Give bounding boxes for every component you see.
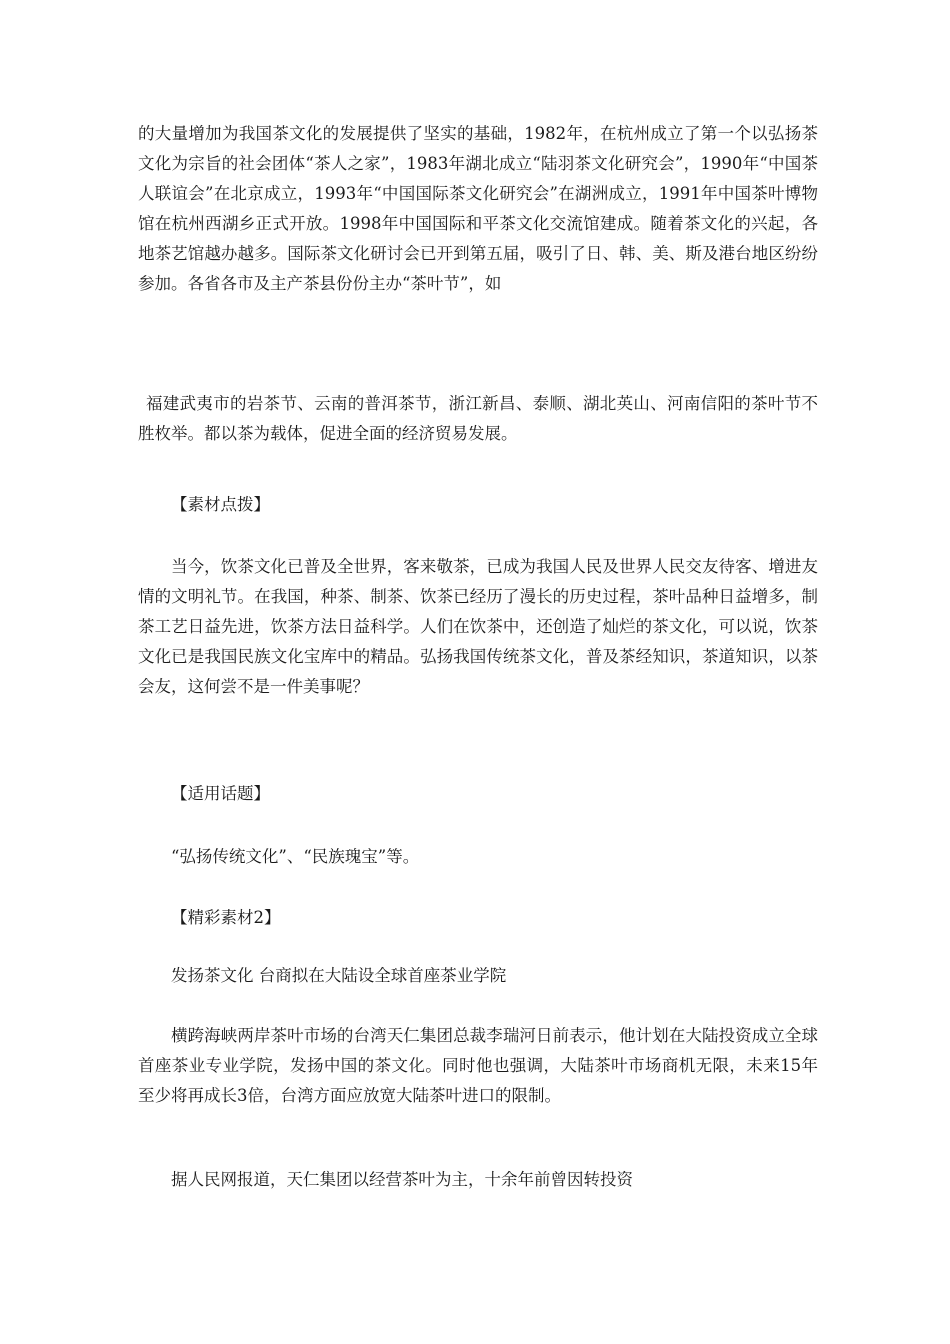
body-line: “弘扬传统文化”、“民族瑰宝”等。 [171,847,420,866]
body-paragraph: 福建武夷市的岩茶节、云南的普洱茶节，浙江新昌、泰顺、湖北英山、河南信阳的茶叶节不胜枚举。都以茶为载体，促进全面的经济贸易发展。 [138,394,818,443]
article-title: 发扬茶文化 台商拟在大陆设全球首座茶业学院 [171,966,507,985]
section-heading: 【素材点拨】 [171,495,270,514]
body-paragraph: 的大量增加为我国茶文化的发展提供了坚实的基础，1982年，在杭州成立了第一个以弘扬茶文化为宗旨的社会团体“茶人之家”，1983年湖北成立“陆羽茶文化研究会”，1990年“中国茶人联谊会”在北京成立，1993年“中国国际茶文化研究会”在湖洲成立，1991年中国茶叶博物馆在杭州西湖乡正式开放。1998年中国国际和平茶文化交流馆建成。随着茶文化的兴起，各地茶艺馆越办越多。国际茶文化研讨会已开到第五届，吸引了日、韩、美、斯及港台地区纷纷参加。各省各市及主产茶县份份主办“茶叶节”，如 [138,124,818,293]
section-heading: 【适用话题】 [171,784,270,803]
body-paragraph: 横跨海峡两岸茶叶市场的台湾天仁集团总裁李瑞河日前表示，他计划在大陆投资成立全球首座茶业专业学院，发扬中国的茶文化。同时他也强调，大陆茶叶市场商机无限，未来15年至少将再成长3倍，台湾方面应放宽大陆茶叶进口的限制。 [138,1026,818,1105]
body-paragraph: 当今，饮茶文化已普及全世界，客来敬茶，已成为我国人民及世界人民交友待客、增进友情的文明礼节。在我国，种茶、制茶、饮茶已经历了漫长的历史过程，茶叶品种日益增多，制茶工艺日益先进，饮茶方法日益科学。人们在饮茶中，还创造了灿烂的茶文化，可以说，饮茶文化已是我国民族文化宝库中的精品。弘扬我国传统茶文化，普及茶经知识，茶道知识，以茶会友，这何尝不是一件美事呢？ [138,557,818,696]
section-heading: 【精彩素材2】 [171,908,281,927]
body-line: 据人民网报道，天仁集团以经营茶叶为主，十余年前曾因转投资 [171,1170,633,1189]
